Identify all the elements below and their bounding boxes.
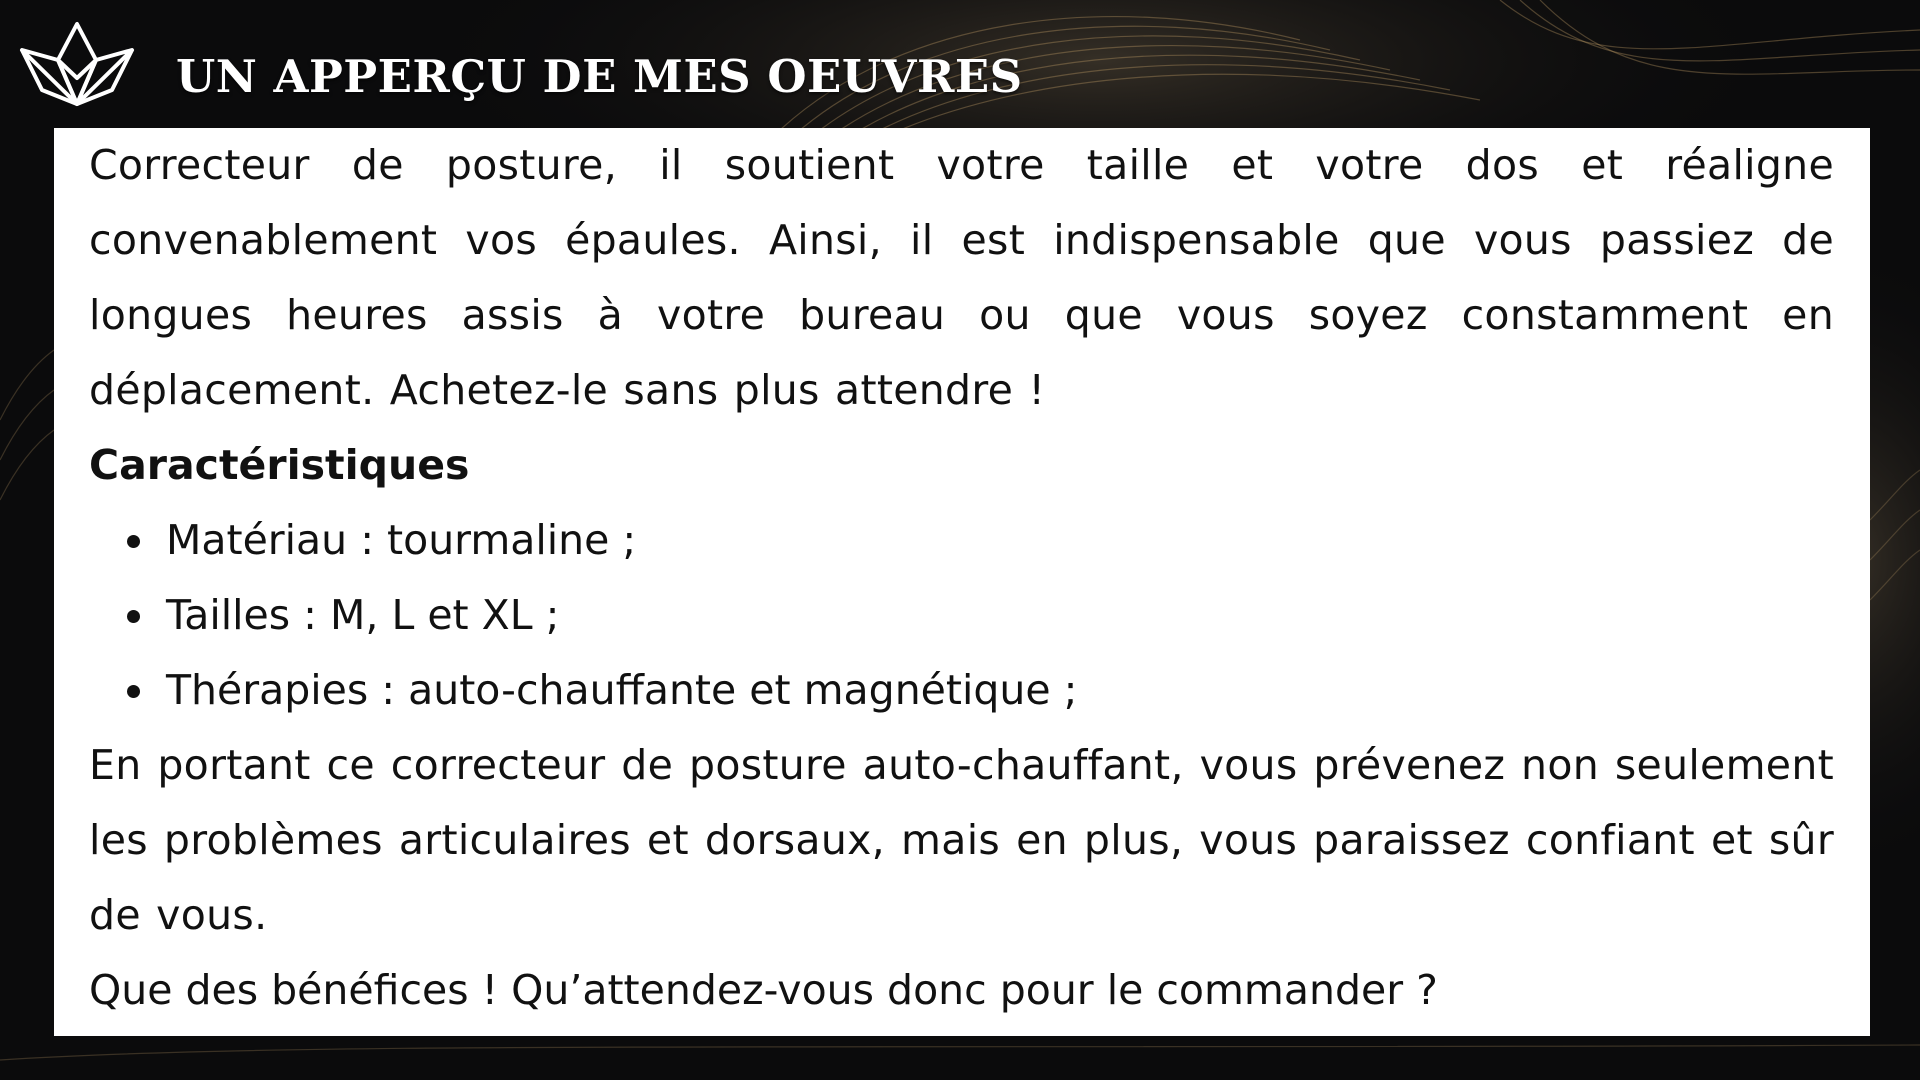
bullet-icon [127, 685, 140, 698]
intro-paragraph: Correcteur de posture, il soutient votre taille et votre dos et réaligne convenablement vos épaules. Ainsi, il est indispensable que vous passiez de longues heures assis à votre bureau ou que vous soyez constamment en déplacement. Achetez-le sans plus attendre ! [89, 141, 1834, 414]
list-item [89, 503, 1834, 578]
list-item [89, 653, 1834, 728]
bullet-icon [127, 535, 140, 548]
list-item [89, 578, 1834, 653]
header [0, 0, 1920, 128]
body-paragraph: En portant ce correcteur de posture auto-chauffant, vous prévenez non seulement les problèmes articulaires et dorsaux, mais en plus, vous paraissez confiant et sûr de vous. [89, 741, 1834, 939]
feature-text: Matériau : tourmaline ; [166, 516, 637, 564]
feature-text: Thérapies : auto-chauffante et magnétique ; [166, 666, 1078, 714]
closing-line: Que des bénéfices ! Qu’attendez-vous donc pour le commander ? [89, 966, 1438, 1014]
page-title: UN APPERÇU DE MES OEUVRES [176, 50, 1023, 103]
features-list [89, 503, 1834, 728]
feature-text: Tailles : M, L et XL ; [166, 591, 560, 639]
bullet-icon [127, 610, 140, 623]
features-heading: Caractéristiques [89, 441, 470, 489]
content-panel [54, 128, 1870, 1036]
crown-lotus-icon [18, 20, 136, 108]
